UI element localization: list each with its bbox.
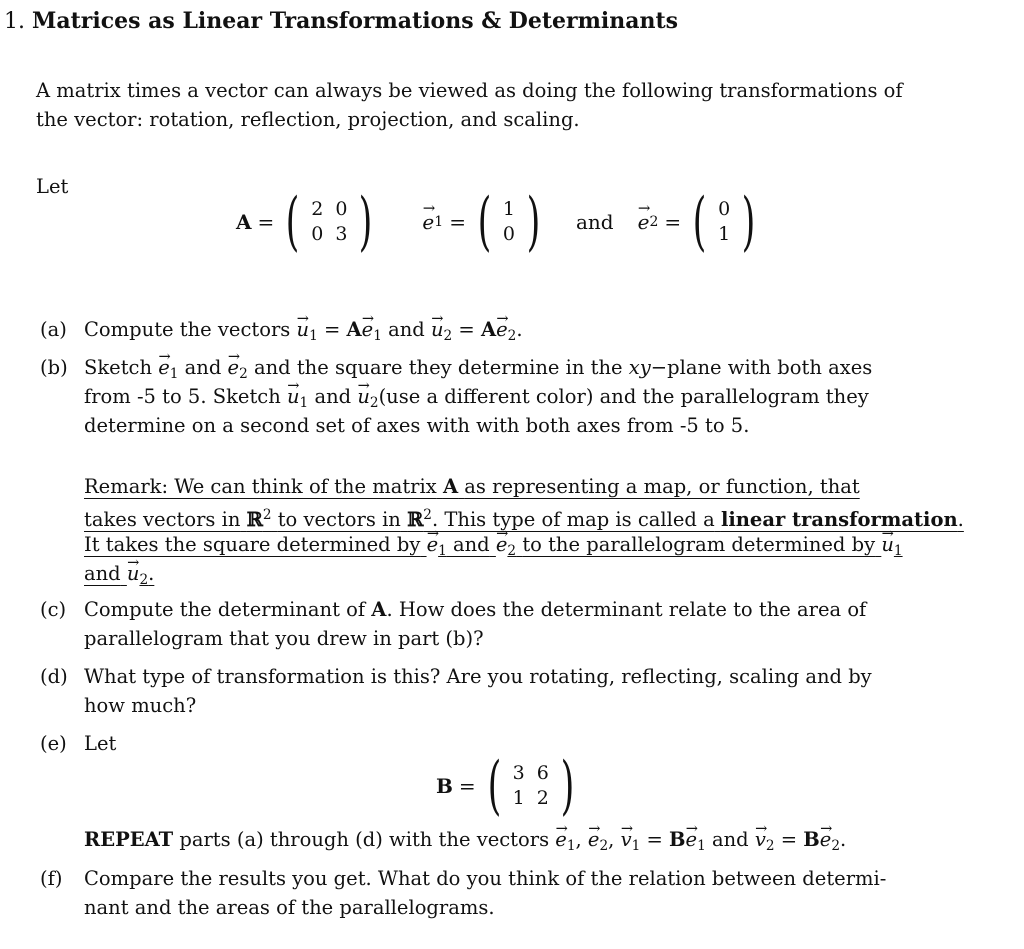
part-c-line-2: parallelogram that you drew in part (b)? — [84, 627, 484, 650]
vector-e2-name: → e — [638, 210, 650, 234]
part-d-line-1: What type of transformation is this? Are you rotating, reflecting, scaling and by — [84, 665, 872, 688]
vector-e1: ( 1 0 ) — [477, 185, 541, 259]
part-f-line-2: nant and the areas of the parallelograms. — [84, 896, 495, 919]
part-c-line-1: Compute the determinant of A. How does the determinant relate to the area of — [84, 598, 867, 621]
part-b-line-1: Sketch → $e_1$ and → $e_2$ and the square they determine in the xy−plane with both axes — [84, 353, 872, 389]
equals-sign: = — [257, 210, 275, 234]
part-e-let: Let — [84, 732, 117, 755]
matrix-a-name: A — [236, 210, 252, 234]
matrix-a: ( 2 0 0 3 ) — [285, 185, 373, 259]
vector-e2: ( 0 1 ) — [692, 185, 756, 259]
matrix-b-name: B — [436, 774, 453, 798]
remark-line-1: Remark: We can think of the matrix A as representing a map, or function, that — [84, 475, 860, 498]
section-number: 1. — [4, 9, 25, 34]
part-d-label: (d) — [40, 665, 68, 688]
part-b-label: (b) — [40, 356, 68, 379]
part-b-line-3: determine on a second set of axes with with both axes from -5 to 5. — [84, 414, 750, 437]
part-b — [0, 353, 1024, 443]
and-word: and — [575, 210, 614, 234]
remark-line-3: It takes the square determined by → $e_1$ and → $e_2$ to the parallelogram determined by → $u_1$ — [84, 530, 903, 566]
section-heading: Matrices as Linear Transformations & Determinants — [32, 8, 679, 34]
remark — [0, 472, 1024, 588]
part-e-label: (e) — [40, 732, 67, 755]
part-f-label: (f) — [40, 867, 63, 890]
matrix-b-definition: B = ( 3 6 1 2 ) — [436, 754, 580, 818]
definitions-row: A = ( 2 0 0 3 ) → e 1 = ( 1 0 ) and → e 2 = ( 0 1 ) — [236, 190, 761, 254]
part-f-line-1: Compare the results you get. What do you think of the relation between determi- — [84, 867, 887, 890]
part-a-label: (a) — [40, 318, 67, 341]
part-c-label: (c) — [40, 598, 67, 621]
vector-e1-name: → e — [422, 210, 434, 234]
part-a-text: Compute the vectors → $u_1 = A\to e_1$ and → $u_2 = A\to e_2$. — [84, 315, 523, 351]
part-f — [0, 864, 1024, 924]
part-d-line-2: how much? — [84, 694, 197, 717]
remark-line-2: takes vectors in ℝ$^2$ to vectors in ℝ$^2$. This type of map is called a linear transformation. — [84, 507, 964, 531]
part-b-line-2: from -5 to 5. Sketch → $u_1$ and → $u_2(use$ a different color) and the parallelogram they — [84, 382, 869, 418]
part-d — [0, 662, 1024, 722]
matrix-b: ( 3 6 1 2 ) — [487, 749, 575, 823]
intro-line-1: A matrix times a vector can always be viewed as doing the following transformations of — [36, 79, 903, 102]
section-title — [4, 8, 678, 34]
intro-line-2: the vector: rotation, reflection, projection, and scaling. — [36, 108, 580, 131]
let-label: Let — [36, 175, 69, 198]
remark-line-4: and → $u_2$. — [84, 559, 154, 595]
part-c — [0, 595, 1024, 655]
